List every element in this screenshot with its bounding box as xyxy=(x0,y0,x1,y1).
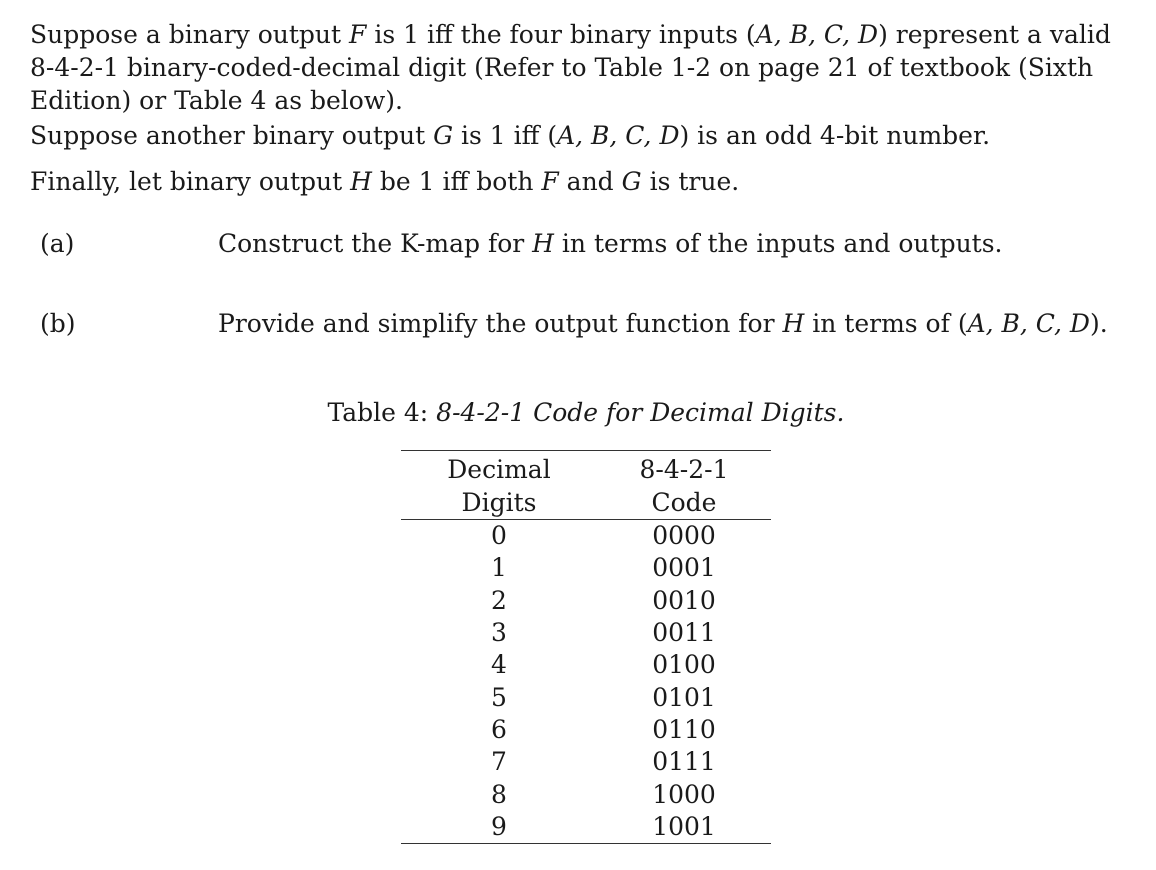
table-row xyxy=(401,649,771,681)
text: is 1 iff ( xyxy=(453,121,558,150)
caption-title: 8-4-2-1 Code for Decimal Digits. xyxy=(436,398,845,427)
decimal-cell: 2 xyxy=(491,585,507,615)
decimal-cell: 9 xyxy=(401,811,597,844)
table-row xyxy=(401,520,771,553)
var-f: F xyxy=(541,167,559,196)
table-row xyxy=(401,811,771,844)
inputs-tuple: A, B, C, D xyxy=(557,121,680,150)
text: Suppose a binary output xyxy=(30,20,350,49)
var-f: F xyxy=(349,20,367,49)
code-cell: 0010 xyxy=(652,585,716,615)
code-cell: 0001 xyxy=(652,553,716,583)
code-cell: 0100 xyxy=(652,650,716,680)
text: Suppose another binary output xyxy=(30,121,434,150)
part-b-label: (b) xyxy=(40,309,76,338)
column-header: Decimal Digits xyxy=(401,451,597,520)
problem-statement-odd xyxy=(30,119,1140,152)
var-h: H xyxy=(350,167,372,196)
text: in terms of the inputs and outputs. xyxy=(553,229,1003,258)
code-cell: 1000 xyxy=(652,779,716,809)
table-row xyxy=(401,746,771,778)
table-header-row xyxy=(401,451,771,520)
code-cell: 0011 xyxy=(652,618,716,648)
decimal-cell: 8 xyxy=(491,779,507,809)
inputs-tuple: A, B, C, D xyxy=(755,20,879,49)
code-cell: 0110 xyxy=(652,714,716,744)
part-a-label: (a) xyxy=(40,229,75,258)
part-a-text xyxy=(218,227,1003,260)
text: Construct the K-map for xyxy=(218,229,533,258)
var-h: H xyxy=(532,229,554,258)
code-cell: 0000 xyxy=(652,521,716,551)
text: ) is an odd 4-bit number. xyxy=(679,121,991,150)
decimal-cell: 0 xyxy=(491,521,507,551)
table-row xyxy=(401,552,771,584)
table-row xyxy=(401,778,771,810)
decimal-cell: 6 xyxy=(491,714,507,744)
text: and xyxy=(558,167,622,196)
text: Finally, let binary output xyxy=(30,167,351,196)
decimal-cell: 5 xyxy=(491,682,507,712)
text: is 1 iff the four binary inputs ( xyxy=(366,20,756,49)
table-caption xyxy=(0,396,1156,429)
table-row xyxy=(401,714,771,746)
text: ). xyxy=(1089,309,1108,338)
bcd-code-table xyxy=(401,450,771,844)
table-row xyxy=(401,617,771,649)
problem-statement-bcd xyxy=(30,18,1140,117)
decimal-cell: 1 xyxy=(491,553,507,583)
code-cell: 0111 xyxy=(652,747,716,777)
code-cell: 0101 xyxy=(652,682,716,712)
part-b-text xyxy=(218,307,1108,340)
text: Provide and simplify the output function for xyxy=(218,309,783,338)
decimal-cell: 7 xyxy=(491,747,507,777)
caption-prefix: Table 4: xyxy=(327,398,437,427)
text: is true. xyxy=(641,167,740,196)
code-cell: 1001 xyxy=(597,811,771,844)
var-h: H xyxy=(782,309,805,338)
text: in terms of ( xyxy=(804,309,968,338)
inputs-tuple: A, B, C, D xyxy=(967,309,1090,338)
table-row xyxy=(401,681,771,713)
var-g: G xyxy=(621,167,642,196)
text: be 1 iff both xyxy=(371,167,542,196)
decimal-cell: 3 xyxy=(491,618,507,648)
column-header: 8-4-2-1 Code xyxy=(597,451,771,520)
table-row xyxy=(401,585,771,617)
problem-statement-h xyxy=(30,165,1140,198)
decimal-cell: 4 xyxy=(491,650,507,680)
text: ) represent a valid 8-4-2-1 binary-coded-decimal digit (Refer to Table 1-2 on page 21 of textbook (Sixth Edition) or Table 4 as below). xyxy=(30,20,1111,115)
var-g: G xyxy=(433,121,454,150)
